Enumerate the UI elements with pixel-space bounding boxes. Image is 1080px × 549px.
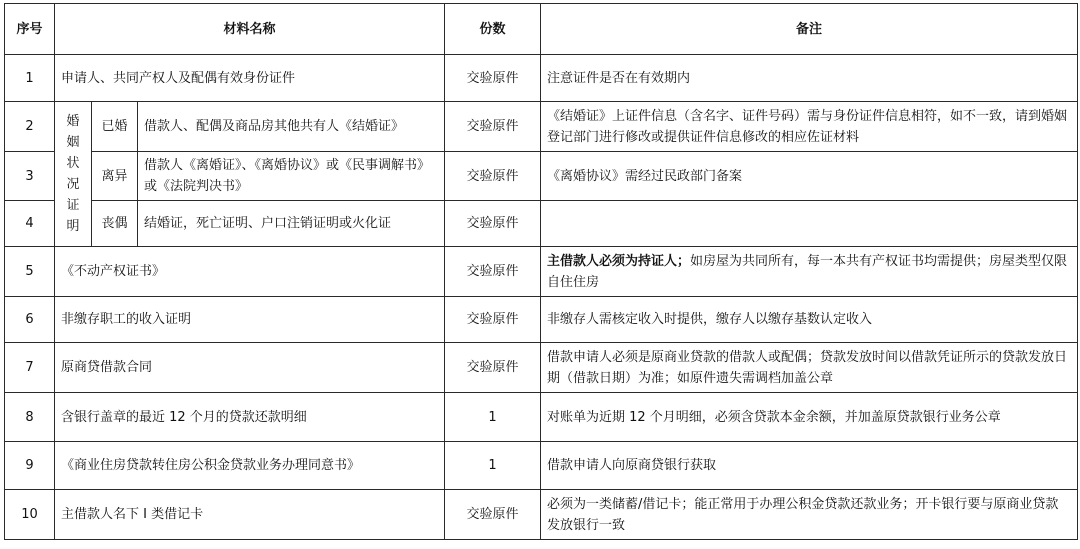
row-copies: 交验原件 — [445, 297, 541, 343]
row-copies: 交验原件 — [445, 247, 541, 297]
remarks-emphasis: 主借款人必须为持证人； — [547, 253, 691, 269]
row-no: 5 — [5, 247, 55, 297]
row-name: 非缴存职工的收入证明 — [55, 297, 445, 343]
table-row — [5, 247, 1078, 297]
row-no: 7 — [5, 343, 55, 393]
row-name: 结婚证，死亡证明、户口注销证明或火化证 — [138, 201, 445, 247]
table-row — [5, 152, 1078, 201]
row-name: 借款人《离婚证》、《离婚协议》或《民事调解书》或《法院判决书》 — [138, 152, 445, 201]
table-row — [5, 297, 1078, 343]
materials-table — [4, 3, 1078, 540]
row-no: 8 — [5, 393, 55, 442]
header-remarks: 备注 — [541, 4, 1078, 55]
row-no: 3 — [5, 152, 55, 201]
row-remarks — [541, 247, 1078, 297]
row-no: 9 — [5, 442, 55, 490]
row-remarks: 非缴存人需核定收入时提供，缴存人以缴存基数认定收入 — [541, 297, 1078, 343]
header-name: 材料名称 — [55, 4, 445, 55]
row-no: 1 — [5, 55, 55, 102]
table-row — [5, 490, 1078, 540]
row-remarks: 《结婚证》上证件信息（含名字、证件号码）需与身份证件信息相符，如不一致，请到婚姻登记部门进行修改或提供证件信息修改的相应佐证材料 — [541, 102, 1078, 152]
row-copies: 交验原件 — [445, 490, 541, 540]
row-no: 10 — [5, 490, 55, 540]
row-remarks: 借款申请人必须是原商业贷款的借款人或配偶；贷款发放时间以借款凭证所示的贷款发放日期（借款日期）为准；如原件遗失需调档加盖公章 — [541, 343, 1078, 393]
row-no: 2 — [5, 102, 55, 152]
row-remarks: 必须为一类储蓄/借记卡；能正常用于办理公积金贷款还款业务；开卡银行要与原商业贷款发放银行一致 — [541, 490, 1078, 540]
table-row — [5, 102, 1078, 152]
row-name: 含银行盖章的最近 12 个月的贷款还款明细 — [55, 393, 445, 442]
row-copies: 交验原件 — [445, 55, 541, 102]
row-no: 6 — [5, 297, 55, 343]
row-sub-label: 已婚 — [92, 102, 138, 152]
row-name: 《商业住房贷款转住房公积金贷款业务办理同意书》 — [55, 442, 445, 490]
remarks-text: 如房屋为共同所有，每一本共有产权证书均需提供；房屋类型仅限自住住房 — [547, 253, 1068, 290]
row-remarks: 注意证件是否在有效期内 — [541, 55, 1078, 102]
row-copies: 交验原件 — [445, 102, 541, 152]
row-remarks — [541, 201, 1078, 247]
header-copies: 份数 — [445, 4, 541, 55]
row-copies: 1 — [445, 393, 541, 442]
table-row — [5, 343, 1078, 393]
row-name: 原商贷借款合同 — [55, 343, 445, 393]
table-row — [5, 442, 1078, 490]
table-row — [5, 393, 1078, 442]
row-name: 主借款人名下 I 类借记卡 — [55, 490, 445, 540]
table-row — [5, 201, 1078, 247]
row-name: 《不动产权证书》 — [55, 247, 445, 297]
row-copies: 交验原件 — [445, 343, 541, 393]
row-copies: 交验原件 — [445, 201, 541, 247]
header-row — [5, 4, 1078, 55]
marital-status-group-label: 婚 姻 状 况 证 明 — [55, 102, 92, 247]
header-no: 序号 — [5, 4, 55, 55]
row-copies: 交验原件 — [445, 152, 541, 201]
row-sub-label: 丧偶 — [92, 201, 138, 247]
row-remarks: 借款申请人向原商贷银行获取 — [541, 442, 1078, 490]
row-name: 申请人、共同产权人及配偶有效身份证件 — [55, 55, 445, 102]
row-no: 4 — [5, 201, 55, 247]
row-sub-label: 离异 — [92, 152, 138, 201]
table-row — [5, 55, 1078, 102]
row-name: 借款人、配偶及商品房其他共有人《结婚证》 — [138, 102, 445, 152]
row-remarks: 对账单为近期 12 个月明细，必须含贷款本金余额，并加盖原贷款银行业务公章 — [541, 393, 1078, 442]
row-remarks: 《离婚协议》需经过民政部门备案 — [541, 152, 1078, 201]
row-copies: 1 — [445, 442, 541, 490]
